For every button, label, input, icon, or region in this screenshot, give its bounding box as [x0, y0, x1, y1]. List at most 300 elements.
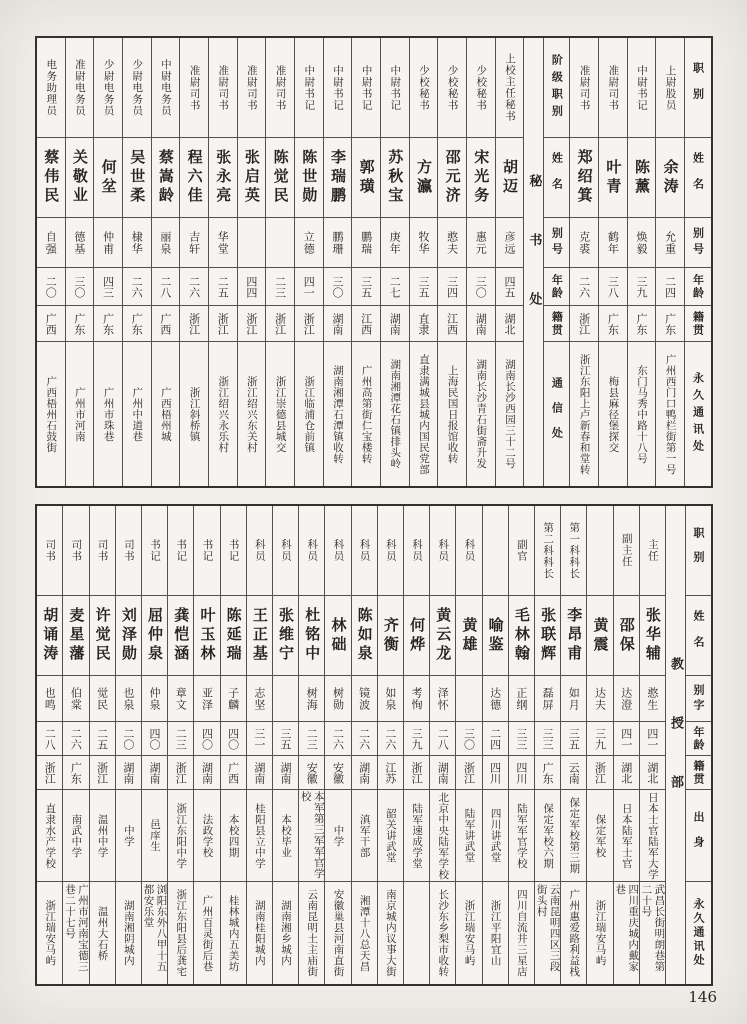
person-rank-cell	[614, 506, 639, 596]
person-address-cell	[352, 342, 380, 486]
person-name-cell	[152, 138, 180, 218]
header-label: 职别	[691, 61, 705, 114]
person-rank: 中尉书记	[360, 64, 373, 111]
person-rank: 科员	[280, 539, 293, 562]
person-rank-cell	[378, 506, 403, 596]
person-address: 南京城内议事大街	[384, 889, 397, 977]
person-alias: 惠元	[474, 230, 488, 255]
person-rank: 少校秘书	[446, 64, 459, 111]
person-name-cell	[116, 596, 141, 676]
person-age: 二〇	[121, 727, 135, 750]
person-alias: 达澄	[619, 686, 633, 711]
person-name-cell	[561, 596, 586, 676]
person-education: 南武中学	[70, 813, 83, 858]
person-rank-cell	[238, 38, 266, 138]
person-column	[298, 506, 324, 984]
person-address-cell	[640, 882, 665, 984]
person-alias-cell	[404, 676, 429, 722]
person-age-cell	[209, 268, 237, 306]
person-rank-cell	[63, 506, 88, 596]
person-address: 桂林城内五美坊	[227, 894, 240, 972]
instruction-dept-table	[35, 504, 713, 986]
person-name: 蔡伟民	[42, 149, 61, 206]
person-age-cell	[561, 722, 586, 756]
person-education: 直隶水产学校	[44, 802, 57, 869]
person-name-cell	[194, 596, 219, 676]
person-origin: 浙江	[187, 312, 201, 335]
person-address: 浙江斜桥镇	[188, 386, 201, 442]
person-origin: 浙江	[244, 312, 258, 335]
person-rank: 科员	[437, 539, 450, 562]
person-age-cell	[404, 722, 429, 756]
person-name: 王正基	[250, 607, 269, 664]
person-rank-cell	[467, 38, 495, 138]
person-age: 二六	[69, 727, 83, 750]
person-name: 张维宁	[277, 607, 296, 664]
person-name: 何烨	[408, 616, 427, 655]
person-address: 浙江东阳县后龚宅	[175, 889, 188, 977]
person-age-cell	[614, 722, 639, 756]
person-origin-cell	[570, 306, 598, 342]
person-address-cell	[352, 882, 377, 984]
person-origin: 广东	[634, 312, 648, 335]
person-rank-cell	[266, 38, 294, 138]
person-alias-cell	[352, 218, 380, 268]
person-education-cell	[430, 790, 455, 882]
person-age-cell	[142, 722, 167, 756]
person-origin-cell	[152, 306, 180, 342]
person-age: 三〇	[474, 275, 488, 298]
person-address-cell	[168, 882, 193, 984]
person-origin: 湖北	[502, 312, 516, 335]
person-age: 三一	[252, 727, 266, 750]
person-rank: 科员	[463, 539, 476, 562]
person-column	[351, 506, 377, 984]
person-address-cell	[404, 882, 429, 984]
person-origin: 湖南	[330, 312, 344, 335]
person-age-cell	[94, 268, 122, 306]
person-rank-cell	[194, 506, 219, 596]
person-origin: 广东	[663, 312, 677, 335]
person-education: 邑庠生	[149, 819, 162, 852]
person-education-cell	[90, 790, 115, 882]
person-alias: 鹏瑞	[359, 230, 373, 255]
person-rank: 准尉司书	[217, 64, 230, 111]
person-name-cell	[628, 138, 656, 218]
person-age: 三四	[445, 275, 459, 298]
person-origin-cell	[194, 756, 219, 790]
person-name: 喻鉴	[486, 616, 505, 655]
person-origin: 广西	[44, 312, 58, 335]
person-origin: 湖南	[279, 761, 293, 784]
person-education-cell	[483, 790, 508, 882]
person-origin: 广西	[158, 312, 172, 335]
person-origin: 湖北	[619, 761, 633, 784]
person-column	[586, 506, 612, 984]
header-label-cell	[685, 218, 711, 268]
person-origin-cell	[37, 756, 62, 790]
person-age: 二三	[273, 275, 287, 298]
person-origin: 湖南	[121, 761, 135, 784]
person-age: 二三	[174, 727, 188, 750]
person-address: 浙江东阳上卢新春和堂转	[578, 353, 591, 475]
person-name-cell	[266, 138, 294, 218]
page-number: 146	[688, 988, 717, 1006]
person-origin: 湖北	[645, 761, 659, 784]
person-name: 关敬业	[70, 149, 89, 206]
header-label: 阶级职别	[550, 53, 564, 122]
person-address: 广州市河南	[73, 386, 86, 442]
person-rank: 科员	[253, 539, 266, 562]
person-address: 四川自流井三星店	[515, 889, 528, 977]
person-rank-cell	[352, 38, 380, 138]
person-alias-cell	[628, 218, 656, 268]
header-label: 籍贯	[691, 310, 705, 337]
person-column	[495, 38, 524, 486]
header-label: 职别	[692, 526, 705, 575]
person-alias-cell	[221, 676, 246, 722]
person-education-cell	[614, 790, 639, 882]
person-address-cell	[628, 342, 656, 486]
person-alias-cell	[430, 676, 455, 722]
person-column	[115, 506, 141, 984]
person-age: 三〇	[462, 727, 476, 750]
person-rank-cell	[483, 506, 508, 596]
person-origin-cell	[381, 306, 409, 342]
person-address: 广州中道巷	[131, 386, 144, 442]
person-origin: 广东	[101, 312, 115, 335]
person-origin: 四川	[488, 761, 502, 784]
person-rank: 准尉电务员	[73, 58, 86, 117]
person-origin: 广东	[72, 312, 86, 335]
person-name: 张联辉	[539, 607, 558, 664]
person-age: 二四	[488, 727, 502, 750]
person-name-cell	[325, 596, 350, 676]
person-column	[598, 38, 627, 486]
person-name-cell	[94, 138, 122, 218]
section-name-strip	[666, 506, 686, 984]
person-age-cell	[381, 268, 409, 306]
person-address-cell	[209, 342, 237, 486]
person-origin-cell	[90, 756, 115, 790]
person-origin-cell	[324, 306, 352, 342]
person-column	[37, 38, 65, 486]
person-rank: 少尉电务员	[131, 58, 144, 117]
person-origin-cell	[325, 756, 350, 790]
person-alias: 磊屏	[541, 686, 555, 711]
person-origin: 浙江	[410, 761, 424, 784]
person-age: 四〇	[148, 727, 162, 750]
person-origin-cell	[599, 306, 627, 342]
person-age-cell	[247, 722, 272, 756]
person-rank-cell	[587, 506, 612, 596]
person-origin-cell	[640, 756, 665, 790]
person-alias: 子麟	[226, 686, 240, 711]
person-address-cell	[94, 342, 122, 486]
person-age: 二六	[331, 727, 345, 750]
person-alias-cell	[116, 676, 141, 722]
person-education-cell	[273, 790, 298, 882]
person-education-cell	[561, 790, 586, 882]
person-education-cell	[640, 790, 665, 882]
person-name: 吴世柔	[128, 149, 147, 206]
person-alias: 棣华	[130, 230, 144, 255]
person-column	[351, 38, 380, 486]
person-age: 四三	[101, 275, 115, 298]
person-address-cell	[247, 882, 272, 984]
person-education: 陆军速成学堂	[411, 802, 424, 869]
person-origin-cell	[37, 306, 65, 342]
person-rank: 少校秘书	[417, 64, 430, 111]
person-education-cell	[325, 790, 350, 882]
person-column	[265, 38, 294, 486]
person-name: 邵保	[617, 616, 636, 655]
person-education: 保定军校第三期	[568, 797, 581, 874]
person-column	[455, 506, 481, 984]
header-label-cell	[686, 676, 711, 722]
person-name: 方瀛	[414, 158, 433, 197]
person-column	[141, 506, 167, 984]
person-alias: 仲甫	[101, 230, 115, 255]
person-column	[208, 38, 237, 486]
person-age-cell	[324, 268, 352, 306]
person-age: 二八	[436, 727, 450, 750]
person-name-cell	[438, 138, 466, 218]
person-address: 广州市河南宝德三巷二十七号	[63, 883, 89, 972]
person-rank: 主任	[646, 539, 659, 562]
person-name-cell	[209, 138, 237, 218]
person-name-cell	[352, 596, 377, 676]
person-education-cell	[63, 790, 88, 882]
person-address: 浙江瑞安马屿	[463, 900, 476, 966]
person-address: 浙江绍兴东关村	[245, 375, 258, 453]
person-address: 浙江瑞安马屿	[44, 900, 57, 966]
person-name: 陈薰	[632, 158, 651, 197]
person-rank-cell	[438, 38, 466, 138]
person-rank-cell	[535, 506, 560, 596]
person-alias-cell	[299, 676, 324, 722]
person-origin-cell	[94, 306, 122, 342]
person-address-cell	[483, 882, 508, 984]
person-education-cell	[142, 790, 167, 882]
person-address-cell	[381, 342, 409, 486]
header-label-cell	[544, 138, 569, 218]
person-address: 梅县麻径堡探交	[607, 375, 620, 453]
person-address: 广州百灵街后巷	[201, 894, 214, 972]
person-age-cell	[325, 722, 350, 756]
person-address: 长沙东乡梨市收转	[437, 889, 450, 977]
person-age-cell	[496, 268, 524, 306]
person-alias-cell	[467, 218, 495, 268]
person-alias: 彦远	[502, 230, 516, 255]
header-label-cell	[686, 790, 711, 882]
header-label-cell	[544, 218, 569, 268]
person-address: 湖南长沙青石街斋升发	[475, 359, 488, 469]
person-age: 三八	[606, 275, 620, 298]
person-address-cell	[123, 342, 151, 486]
person-rank: 科员	[306, 539, 319, 562]
person-origin: 湖南	[148, 761, 162, 784]
person-education-cell	[116, 790, 141, 882]
person-origin: 湖南	[357, 761, 371, 784]
person-rank-cell	[640, 506, 665, 596]
person-rank: 少校秘书	[475, 64, 488, 111]
person-rank: 书记	[227, 539, 240, 562]
person-column	[93, 38, 122, 486]
person-alias-cell	[587, 676, 612, 722]
person-education: 本校四期	[227, 813, 240, 858]
person-address: 浙江临浦仓前镇	[303, 375, 316, 453]
person-address-cell	[496, 342, 524, 486]
person-age: 二八	[158, 275, 172, 298]
person-origin-cell	[535, 756, 560, 790]
person-origin: 浙江	[593, 761, 607, 784]
person-age-cell	[430, 722, 455, 756]
person-alias-cell	[496, 218, 524, 268]
person-address-cell	[614, 882, 639, 984]
person-origin: 云南	[567, 761, 581, 784]
person-name: 程六佳	[185, 149, 204, 206]
person-alias: 正纲	[514, 686, 528, 711]
person-origin: 浙江	[216, 312, 230, 335]
person-column	[429, 506, 455, 984]
person-address-cell	[587, 882, 612, 984]
person-alias: 达夫	[593, 686, 607, 711]
person-education: 保定军校	[594, 813, 607, 858]
person-education-cell	[509, 790, 534, 882]
person-name: 叶青	[604, 158, 623, 197]
person-column	[466, 38, 495, 486]
person-education: 四川讲武堂	[489, 808, 502, 863]
person-address-cell	[599, 342, 627, 486]
person-rank: 准尉司书	[188, 64, 201, 111]
person-rank: 中尉书记	[303, 64, 316, 111]
person-address: 浙江瑞安马屿	[594, 900, 607, 966]
person-alias: 泽怀	[436, 686, 450, 711]
person-education: 中学	[122, 824, 135, 847]
person-rank-cell	[152, 38, 180, 138]
person-address-cell	[152, 342, 180, 486]
person-alias-cell	[90, 676, 115, 722]
person-alias: 仲泉	[148, 686, 162, 711]
person-alias: 觉民	[95, 686, 109, 711]
person-age: 四〇	[226, 727, 240, 750]
person-rank: 书记	[201, 539, 214, 562]
person-education: 保定军校六期	[542, 802, 555, 869]
person-age: 三九	[593, 727, 607, 750]
person-address: 广州西门口鸭栏街第一号	[664, 353, 677, 475]
person-rank-cell	[273, 506, 298, 596]
person-alias-cell	[194, 676, 219, 722]
person-alias: 镜波	[357, 686, 371, 711]
person-address-cell	[90, 882, 115, 984]
person-alias: 允重	[663, 230, 677, 255]
person-address: 东门马秀中路十八号	[635, 364, 648, 464]
person-address-cell	[467, 342, 495, 486]
person-age-cell	[299, 722, 324, 756]
person-rank-cell	[456, 506, 481, 596]
person-address: 浙江绍兴永乐村	[217, 375, 230, 453]
person-origin-cell	[295, 306, 323, 342]
person-origin-cell	[628, 306, 656, 342]
person-address: 直隶满城县城内国民党部	[417, 353, 430, 475]
person-age-cell	[37, 722, 62, 756]
header-label: 永久通讯处	[692, 898, 705, 968]
person-address-cell	[273, 882, 298, 984]
person-address-cell	[37, 882, 62, 984]
person-name-cell	[509, 596, 534, 676]
person-address-cell	[299, 882, 324, 984]
person-age: 四〇	[200, 727, 214, 750]
person-education: 韶关讲武堂	[384, 808, 397, 863]
person-rank-cell	[430, 506, 455, 596]
person-alias-cell	[37, 218, 65, 268]
person-origin-cell	[247, 756, 272, 790]
person-address: 湖南湘阴城内	[122, 900, 135, 966]
person-name: 麦星藩	[67, 607, 86, 664]
person-origin-cell	[352, 756, 377, 790]
person-column	[62, 506, 88, 984]
person-address: 湖南湘潭花石镇排头岭	[389, 359, 402, 469]
person-address-cell	[266, 342, 294, 486]
person-name-cell	[656, 138, 684, 218]
person-age: 二〇	[44, 275, 58, 298]
person-alias-cell	[561, 676, 586, 722]
person-name: 陈觉民	[271, 149, 290, 206]
person-rank: 上尉股员	[664, 64, 677, 111]
person-age-cell	[152, 268, 180, 306]
person-age-cell	[352, 268, 380, 306]
person-rank-cell	[325, 506, 350, 596]
person-address: 武昌长街明朗巷第二十号	[640, 883, 665, 972]
person-rank: 书记	[175, 539, 188, 562]
person-address-cell	[66, 342, 94, 486]
person-address: 湘潭十八总天昌	[358, 894, 371, 972]
header-label: 姓名	[550, 151, 564, 204]
person-education-cell	[535, 790, 560, 882]
person-alias: 章文	[174, 686, 188, 711]
person-age: 二六	[130, 275, 144, 298]
person-rank-cell	[180, 38, 208, 138]
person-age-cell	[378, 722, 403, 756]
person-address: 湖南桂阳城内	[253, 900, 266, 966]
person-name: 蔡嵩龄	[156, 149, 175, 206]
person-name-cell	[404, 596, 429, 676]
person-name: 林础	[329, 616, 348, 655]
person-origin: 广东	[69, 761, 83, 784]
person-alias: 如月	[567, 686, 581, 711]
person-address-cell	[378, 882, 403, 984]
person-age: 三〇	[72, 275, 86, 298]
person-origin: 江西	[359, 312, 373, 335]
person-origin-cell	[180, 306, 208, 342]
header-label: 籍贯	[692, 759, 705, 786]
person-origin: 广东	[130, 312, 144, 335]
header-label: 年龄	[691, 273, 705, 300]
person-name-cell	[599, 138, 627, 218]
person-alias: 自强	[44, 230, 58, 255]
person-address: 广西梧州城	[159, 386, 172, 442]
person-name: 陈延瑞	[224, 607, 243, 664]
person-alias: 德基	[72, 230, 86, 255]
person-age-cell	[221, 722, 246, 756]
person-origin-cell	[467, 306, 495, 342]
person-origin: 湖南	[436, 761, 450, 784]
person-name-cell	[352, 138, 380, 218]
person-age-cell	[116, 722, 141, 756]
person-rank: 中尉电务员	[159, 58, 172, 117]
person-age-cell	[90, 722, 115, 756]
